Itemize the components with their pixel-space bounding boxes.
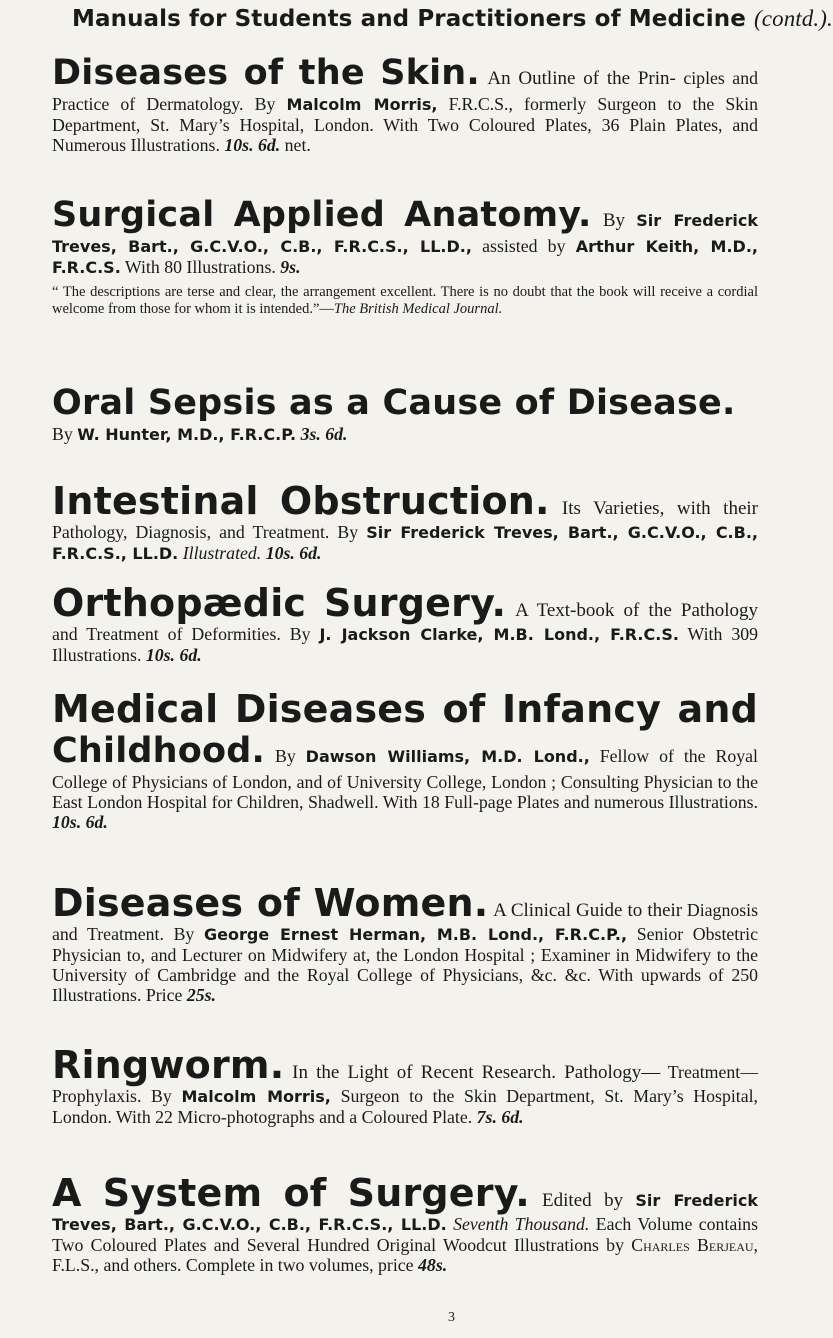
book-illustrator: Charles Berjeau, F.L.S., <box>52 1235 758 1275</box>
running-head <box>72 6 833 32</box>
book-author: Malcolm Morris, <box>286 95 438 114</box>
book-entry-intestinal-obstruction <box>52 480 758 564</box>
book-title-continued: Childhood. <box>52 731 266 771</box>
book-subtitle: By <box>602 210 625 231</box>
book-description: By <box>52 424 73 444</box>
book-price: 9s. <box>280 257 301 277</box>
book-title: Diseases of Women. <box>52 881 489 925</box>
book-entry-oral-sepsis <box>52 382 758 445</box>
book-entry-surgical-applied-anatomy <box>52 194 758 318</box>
book-subtitle: In the Light of Recent Research. Pathology— <box>292 1062 661 1083</box>
book-author: W. Hunter, M.D., F.R.C.P. <box>77 425 297 444</box>
page-number: 3 <box>448 1310 455 1325</box>
book-description: Diagnosis and Treatment. By <box>52 900 758 944</box>
book-description-2: Illustrated. <box>182 543 262 563</box>
book-description-2: Surgeon to the Skin Department, St. Mary’s Hospital, London. With 22 Micro-photographs and a Coloured Plate. <box>52 1086 759 1127</box>
book-description-2: With 309 Illustrations. <box>52 624 759 665</box>
book-author: Sir Frederick Treves, Bart., G.C.V.O., C.B., F.R.C.S., LL.D. <box>52 523 758 563</box>
book-entry-orthopaedic-surgery <box>52 582 758 665</box>
book-subtitle: Edited by <box>542 1190 624 1211</box>
book-price: 7s. 6d. <box>476 1107 524 1127</box>
book-description-2: and others. Complete in two volumes, price <box>103 1255 414 1275</box>
book-description: By <box>274 746 296 766</box>
book-subtitle: Its Varieties, with their <box>561 498 758 519</box>
book-price: 25s. <box>186 985 216 1005</box>
book-title: Ringworm. <box>52 1043 285 1087</box>
book-description-2: F.R.C.S., formerly Surgeon to the Skin Department, St. Mary’s Hospital, London. With Two Coloured Plates, 36 Plain Plates, and Numerous Illustrations. <box>52 94 758 155</box>
book-description: Each Volume contains Two Coloured Plates and Several Hundred Original Woodcut Illustrations by <box>52 1214 758 1255</box>
book-description-2: Fellow of the Royal College of Physicians of London, and of University College, London ; Consulting Physician to the East London Hospital for Children, Shadwell. With 18 Full-page Plates and numerous Illustrations. <box>52 746 758 812</box>
book-title: A System of Surgery. <box>52 1171 530 1215</box>
book-entry-system-of-surgery <box>52 1172 758 1275</box>
book-description: and Treatment of Deformities. By <box>52 624 311 644</box>
press-review <box>52 284 758 318</box>
book-author: Sir Frederick Treves, Bart., G.C.V.O., C.B., F.R.C.S., LL.D. <box>52 1191 758 1234</box>
book-entry-diseases-of-the-skin <box>52 52 758 155</box>
book-description: Treatment—Prophylaxis. By <box>52 1062 759 1106</box>
book-author: Sir Frederick Treves, Bart., G.C.V.O., C.B., F.R.C.S., LL.D., <box>52 211 758 256</box>
book-price: 10s. 6d. <box>224 135 281 155</box>
book-author: Malcolm Morris, <box>181 1087 331 1106</box>
book-price: 48s. <box>418 1255 448 1275</box>
book-title: Diseases of the Skin. <box>52 53 480 93</box>
book-price: 10s. 6d. <box>52 812 108 832</box>
book-entry-medical-diseases-of-infancy <box>52 688 758 832</box>
book-title: Orthopædic Surgery. <box>52 581 507 625</box>
book-coauthor: Arthur Keith, M.D., F.R.C.S. <box>52 237 758 277</box>
book-title: Oral Sepsis as a Cause of Disease. <box>52 383 736 423</box>
book-author: J. Jackson Clarke, M.B. Lond., F.R.C.S. <box>319 625 679 644</box>
edition-note: Seventh Thousand. <box>453 1214 590 1234</box>
running-head-suffix: (contd.). <box>754 6 833 31</box>
book-entry-diseases-of-women <box>52 882 758 1005</box>
book-description-2: Senior Obstetric Physician to, and Lecturer on Midwifery at, the London Hospital ; Examiner in Midwifery to the University of Cambridge and the Royal College of Physicians, &c. &c. With upwards of 250 Illustrations. Price <box>52 924 758 1005</box>
book-price: 10s. 6d. <box>265 543 322 563</box>
book-price: 10s. 6d. <box>145 645 202 665</box>
book-title: Medical Diseases of Infancy and <box>52 687 758 731</box>
review-source: The British Medical Journal. <box>333 301 503 317</box>
price-note: net. <box>284 135 311 155</box>
book-author: Dawson Williams, M.D. Lond., <box>305 747 590 766</box>
book-subtitle: A Clinical Guide to their <box>493 900 683 921</box>
book-author: George Ernest Herman, M.B. Lond., F.R.C.P., <box>204 925 628 944</box>
book-description: assisted by <box>482 236 566 256</box>
book-price: 3s. 6d. <box>300 424 348 444</box>
book-entry-ringworm <box>52 1044 758 1127</box>
book-title: Surgical Applied Anatomy. <box>52 195 592 235</box>
book-title: Intestinal Obstruction. <box>52 479 550 523</box>
book-description: ciples and Practice of Dermatology. By <box>52 68 758 114</box>
book-subtitle: A Text-book of the Pathology <box>515 600 758 621</box>
book-description-2: With 80 Illustrations. <box>124 257 276 277</box>
running-head-title: Manuals for Students and Practitioners of Medicine <box>72 6 746 32</box>
review-quote: “ The descriptions are terse and clear, the arrangement excellent. There is no doubt that the book will receive a cordial welcome from those for whom it is intended.”— <box>52 284 758 317</box>
book-subtitle: An Outline of the Prin- <box>487 68 676 89</box>
book-description: Pathology, Diagnosis, and Treatment. By <box>52 522 359 542</box>
